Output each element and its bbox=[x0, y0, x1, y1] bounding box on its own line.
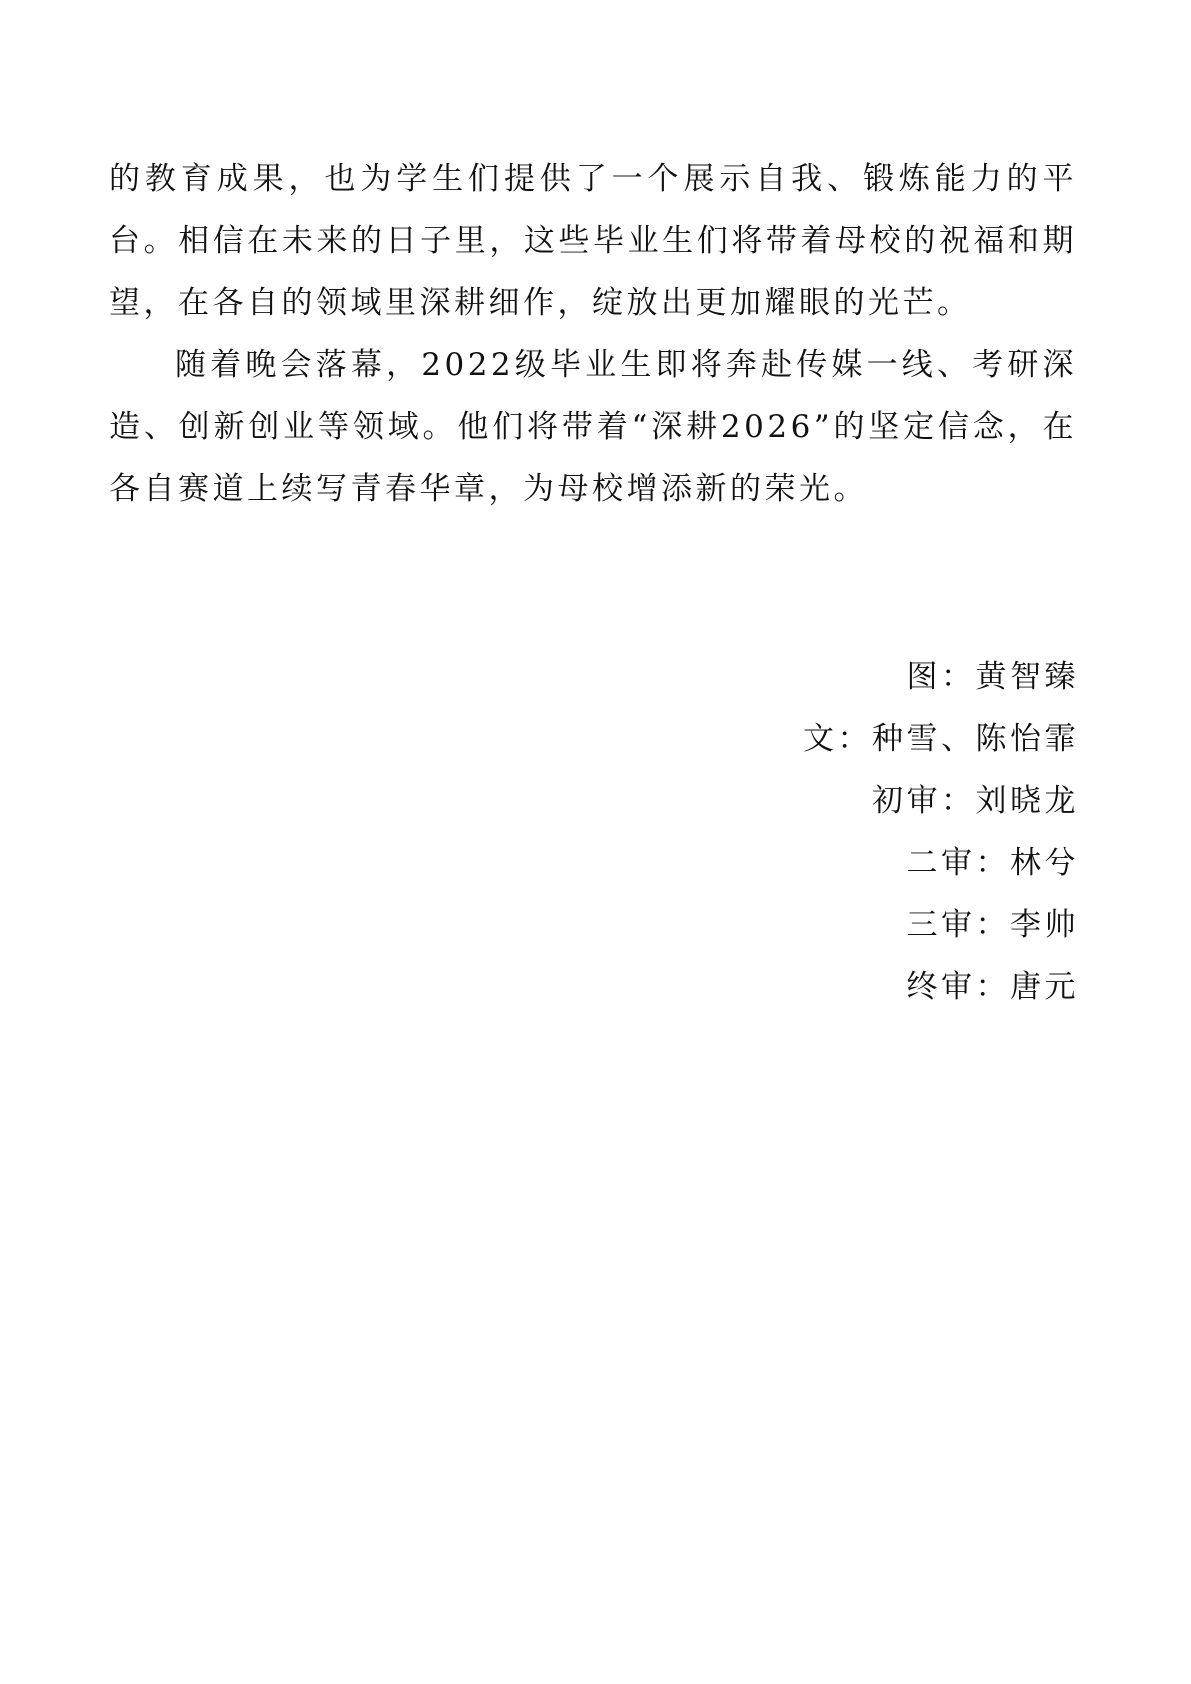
paragraph-closing: 随着晚会落幕，2022级毕业生即将奔赴传媒一线、考研深造、创新创业等领域。他们将带着“深耕2026”的坚定信念，在各自赛道上续写青春华章，为母校增添新的荣光。 bbox=[109, 347, 1077, 507]
credit-photo: 图：黄智臻 bbox=[906, 659, 1079, 695]
credit-first-review: 初审：刘晓龙 bbox=[872, 783, 1079, 819]
credit-second-review: 二审：林兮 bbox=[906, 845, 1079, 881]
credit-final-review: 终审：唐元 bbox=[906, 969, 1079, 1005]
credit-text: 文：种雪、陈怡霏 bbox=[803, 721, 1079, 757]
paragraph-continuation: 的教育成果，也为学生们提供了一个展示自我、锻炼能力的平台。相信在未来的日子里，这些毕业生们将带着母校的祝福和期望，在各自的领域里深耕细作，绽放出更加耀眼的光芒。 bbox=[109, 161, 1077, 321]
credits-block bbox=[803, 646, 1079, 1018]
article-body bbox=[109, 148, 1077, 520]
credit-third-review: 三审：李帅 bbox=[906, 907, 1079, 943]
